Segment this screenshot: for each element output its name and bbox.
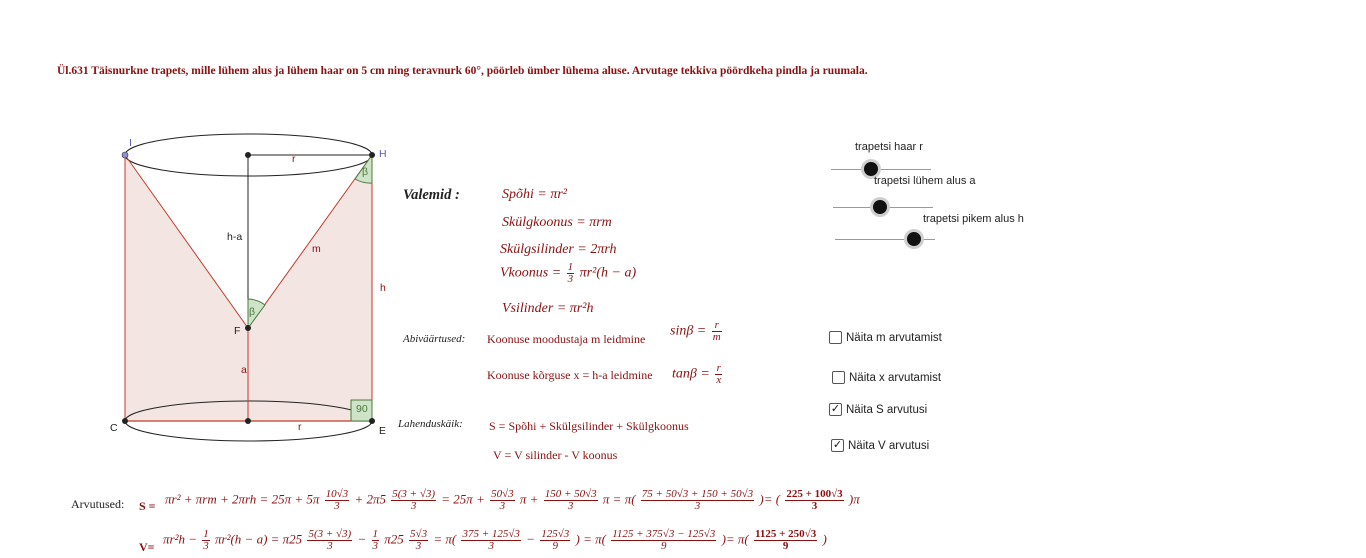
slider-knob-h[interactable] [907,232,921,246]
point-top-center [245,152,251,158]
slider-knob-r[interactable] [864,162,878,176]
label-I: I [129,137,132,149]
formula-s-kulgsilinder: Skülgsilinder = 2πrh [500,242,617,257]
point-C [122,418,128,424]
label-m: m [312,243,321,255]
point-I [122,152,128,158]
formula-s-kulgkoonus: Skülgkoonus = πrm [502,215,612,230]
checkbox-show-v[interactable] [831,439,929,452]
point-F [245,325,251,331]
checkbox-box[interactable]: ✓ [832,439,843,451]
label-F: F [234,325,241,337]
point-E [369,418,375,424]
label-a: a [241,364,247,376]
checkbox-label: Näita x arvutamist [849,371,942,384]
solution-v-text: V = V silinder - V koonus [493,448,618,462]
aux-x-text: Koonuse kõrguse x = h-a leidmine [487,368,653,382]
exercise-title: Ül.631 Täisnurkne trapets, mille lühem alus ja lühem haar on 5 cm ning teravnurk 60°, pöörleb ümber lühema aluse. Arvutage tekkiva pöördkeha pindla ja ruumala. [57,65,868,77]
v-prefix: V= [139,540,155,554]
slider-label-h: trapetsi pikem alus h [923,213,1024,225]
s-prefix: S = [139,499,156,513]
checkbox-show-m[interactable] [829,331,942,344]
checkbox-label: Näita S arvutusi [846,403,928,416]
label-r-top: r [292,153,296,165]
checkbox-box[interactable] [829,331,842,344]
point-H [369,152,375,158]
slider-knob-a[interactable] [873,200,887,214]
label-right-angle: 90 [356,403,368,415]
formula-v-silinder: Vsilinder = πr²h [502,301,594,316]
aux-m-formula: sinβ = $\frac{r}{m}$ [670,319,721,343]
checkbox-label: Näita m arvutamist [846,331,942,344]
checkbox-show-x[interactable] [832,371,941,384]
label-h: h [380,282,386,294]
label-H: H [379,148,387,160]
formula-s-pohi: Spõhi = πr² [502,187,567,202]
label-r-bottom: r [298,421,302,433]
s-calculation: πr² + πrm + 2πrh = 25π + 5π $\frac{10√3}{3}$ + 2π5 $\frac{5(3 + √3)}{3}$ = 25π + $\frac{50√3}{3}$ π + $\frac{150 + 50√3}{3}$ π = π( $\frac{75 + 50√3 + 150 + 50√3}{3}$ )= ( $\frac{225 + 100√3}{3}$ )π [165,488,860,512]
label-beta-mid: β [249,306,256,318]
auxiliary-label: Abiväärtused: [403,333,466,345]
checkbox-show-s[interactable] [829,403,927,416]
point-bottom-center [245,418,251,424]
formula-v-koonus: Vkoonus = $\frac{1}{3}$ πr²(h − a) [500,261,637,285]
slider-track-r[interactable] [831,169,931,170]
label-h-minus-a: h-a [227,231,243,243]
checkbox-box[interactable] [832,371,845,384]
slider-label-r: trapetsi haar r [855,141,923,153]
calculations-label: Arvutused: [71,497,125,511]
aux-m-text: Koonuse moodustaja m leidmine [487,332,646,346]
formulas-label: Valemid : [403,187,460,203]
label-C: C [110,422,118,434]
slider-label-a: trapetsi lühem alus a [874,175,976,187]
solid-of-revolution-figure [100,125,400,455]
label-beta-top: β [362,166,369,178]
checkbox-label: Näita V arvutusi [848,439,930,452]
aux-x-formula: tanβ = $\frac{r}{x}$ [672,362,722,386]
solution-s-text: S = Spõhi + Skülgsilinder + Skülgkoonus [489,419,689,433]
label-E: E [379,425,387,437]
solution-label: Lahenduskäik: [398,418,463,430]
v-calculation: πr²h − $\frac{1}{3}$ πr²(h − a) = π25 $\frac{5(3 + √3)}{3}$ − $\frac{1}{3}$ π25 $\frac{5√3}{3}$ = π( $\frac{375 + 125√3}{3}$ − $\frac{125√3}{9}$ ) = π( $\frac{1125 + 375√3 - 125√3}{9}$ )= π( $\frac{1125 + 250√3}{9}$ ) [163,528,827,552]
checkbox-box[interactable]: ✓ [830,403,841,415]
